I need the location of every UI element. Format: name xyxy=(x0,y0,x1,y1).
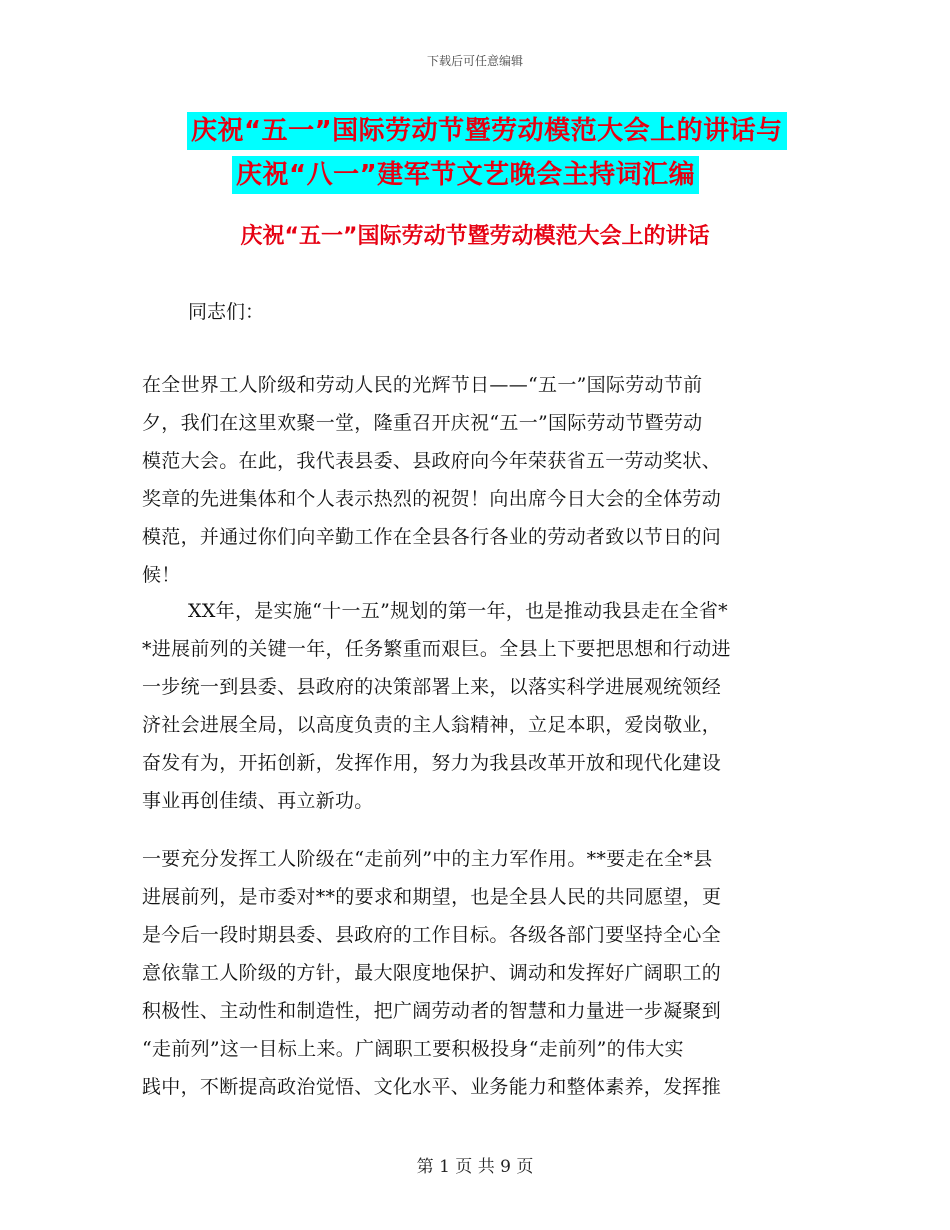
paragraph-line: 意依靠工人阶级的方针，最大限度地保护、调动和发挥好广阔职工的 xyxy=(142,962,722,984)
paragraph-1 xyxy=(142,366,812,594)
paragraph-line: 模范，并通过你们向辛勤工作在全县各行各业的劳动者致以节日的问 xyxy=(142,526,722,548)
paragraph-line: 奖章的先进集体和个人表示热烈的祝贺！向出席今日大会的全体劳动 xyxy=(142,488,722,510)
paragraph-line: XX年，是实施“十一五”规划的第一年，也是推动我县走在全省* xyxy=(188,600,728,622)
paragraph-line: 进展前列，是市委对**的要求和期望，也是全县人民的共同愿望，更 xyxy=(142,886,722,908)
paragraph-line: 在全世界工人阶级和劳动人民的光辉节日——“五一”国际劳动节前 xyxy=(142,374,703,396)
header-note: 下载后可任意编辑 xyxy=(426,54,523,68)
paragraph-line: 奋发有为，开拓创新，发挥作用，努力为我县改革开放和现代化建设 xyxy=(142,752,722,774)
paragraph-line: 一要充分发挥工人阶级在“走前列”中的主力军作用。**要走在全*县 xyxy=(142,848,713,870)
paragraph-line: 模范大会。在此，我代表县委、县政府向今年荣获省五一劳动奖状、 xyxy=(142,450,722,472)
paragraph-line: 是今后一段时期县委、县政府的工作目标。各级各部门要坚持全心全 xyxy=(142,924,722,946)
page-number: 第 1 页 共 9 页 xyxy=(416,1157,534,1177)
paragraph-line: 事业再创佳绩、再立新功。 xyxy=(142,790,374,812)
paragraph-line: 一步统一到县委、县政府的决策部署上来，以落实科学进展观统领经 xyxy=(142,676,722,698)
paragraph-line: 践中，不断提高政治觉悟、文化水平、业务能力和整体素养，发挥推 xyxy=(142,1076,722,1098)
paragraph-line: 济社会进展全局，以高度负责的主人翁精神，立足本职，爱岗敬业， xyxy=(142,714,722,736)
paragraph-line: 夕，我们在这里欢聚一堂，隆重召开庆祝“五一”国际劳动节暨劳动 xyxy=(142,412,703,434)
paragraph-2 xyxy=(142,592,812,820)
paragraph-line: “走前列”这一目标上来。广阔职工要积极投身“走前列”的伟大实 xyxy=(142,1038,684,1060)
salutation: 同志们： xyxy=(188,301,265,323)
paragraph-line: *进展前列的关键一年，任务繁重而艰巨。全县上下要把思想和行动进 xyxy=(142,638,731,660)
document-title-line-2: 庆祝“八一”建军节文艺晚会主持词汇编 xyxy=(232,156,699,194)
paragraph-line: 积极性、主动性和制造性，把广阔劳动者的智慧和力量进一步凝聚到 xyxy=(142,1000,722,1022)
document-title-line-1: 庆祝“五一”国际劳动节暨劳动模范大会上的讲话与 xyxy=(187,112,787,150)
section-title: 庆祝“五一”国际劳动节暨劳动模范大会上的讲话 xyxy=(240,224,710,249)
paragraph-3 xyxy=(142,840,812,1106)
paragraph-line: 候！ xyxy=(142,564,181,586)
